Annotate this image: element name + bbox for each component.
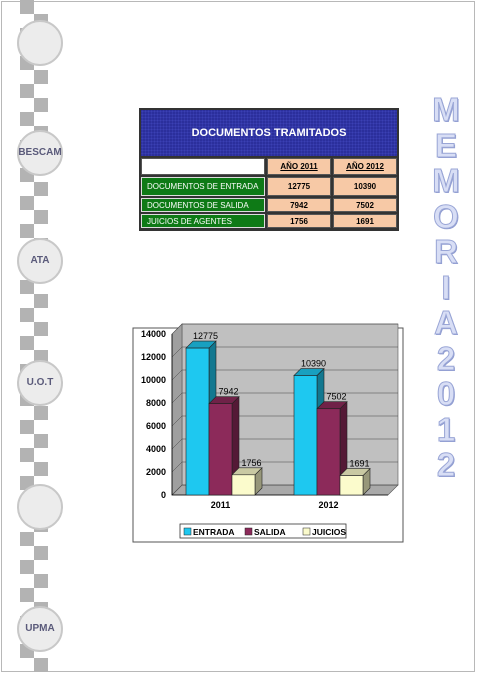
legend-swatch-salida (245, 528, 252, 535)
bar-entrada-2012 (294, 376, 317, 495)
data-label: 1691 (349, 458, 370, 469)
side-title-letter: E (434, 126, 457, 164)
bar-entrada-2011 (186, 348, 209, 495)
table-header-2011: AÑO 2011 (267, 158, 331, 175)
data-label: 1756 (241, 457, 262, 468)
y-tick-label: 0 (160, 490, 166, 500)
table-cell-salida-2012: 7502 (333, 198, 397, 212)
data-label: 7502 (326, 391, 347, 402)
data-label: 10390 (300, 358, 327, 369)
table-row-label-salida: DOCUMENTOS DE SALIDA (141, 198, 265, 212)
table-row-label-juicios: JUICIOS DE AGENTES (141, 214, 265, 228)
table-cell-juicios-2011: 1756 (267, 214, 331, 228)
y-tick-label: 10000 (140, 375, 166, 385)
side-title-letter: R (434, 233, 458, 270)
legend-label-entrada: ENTRADA (193, 527, 235, 537)
data-label: 7942 (218, 386, 239, 397)
bar-salida-2012 (317, 409, 340, 495)
y-tick-label: 2000 (145, 467, 166, 477)
bar-juicios-2012 (340, 476, 363, 495)
chart-side-wall (172, 324, 182, 495)
x-tick-label: 2011 (210, 500, 231, 510)
y-tick-label: 4000 (145, 444, 166, 454)
side-title-letter: 0 (436, 375, 456, 412)
side-title-letter: 2 (436, 446, 456, 483)
table-cell-entrada-2011: 12775 (267, 177, 331, 196)
side-title-letter: I (441, 268, 451, 306)
bar-juicios-2011 (232, 475, 255, 495)
table-title: DOCUMENTOS TRAMITADOS (141, 110, 397, 156)
side-title-letter: M (432, 162, 460, 199)
legend-label-juicios: JUICIOS (312, 527, 347, 537)
y-tick-label: 12000 (140, 352, 166, 362)
x-tick-label: 2012 (318, 500, 339, 510)
data-label: 12775 (192, 331, 219, 342)
legend-swatch-entrada (184, 528, 191, 535)
legend-label-salida: SALIDA (254, 527, 286, 537)
upma-badge-logo: UPMA (17, 606, 63, 652)
table-cell-entrada-2012: 10390 (333, 177, 397, 196)
y-tick-label: 8000 (145, 398, 166, 408)
ata-badge-logo: ATA (17, 238, 63, 284)
table-cell-juicios-2012: 1691 (333, 214, 397, 228)
side-title-letter: O (433, 197, 459, 235)
table-header-2012: AÑO 2012 (333, 158, 397, 175)
uot-badge-logo: U.O.T (17, 360, 63, 406)
side-title-letter: A (434, 304, 458, 341)
table-row-label-entrada: DOCUMENTOS DE ENTRADA (141, 177, 265, 196)
legend-swatch-juicios (303, 528, 310, 535)
table-cell-salida-2011: 7942 (267, 198, 331, 212)
bar-salida-2011 (209, 404, 232, 495)
side-title-letter: 2 (436, 339, 456, 377)
side-title-letter: 1 (436, 410, 456, 448)
bescam-badge-logo: BESCAM (17, 130, 63, 176)
y-tick-label: 14000 (140, 329, 166, 339)
y-tick-label: 6000 (145, 421, 166, 431)
side-title-letter: M (432, 91, 460, 128)
